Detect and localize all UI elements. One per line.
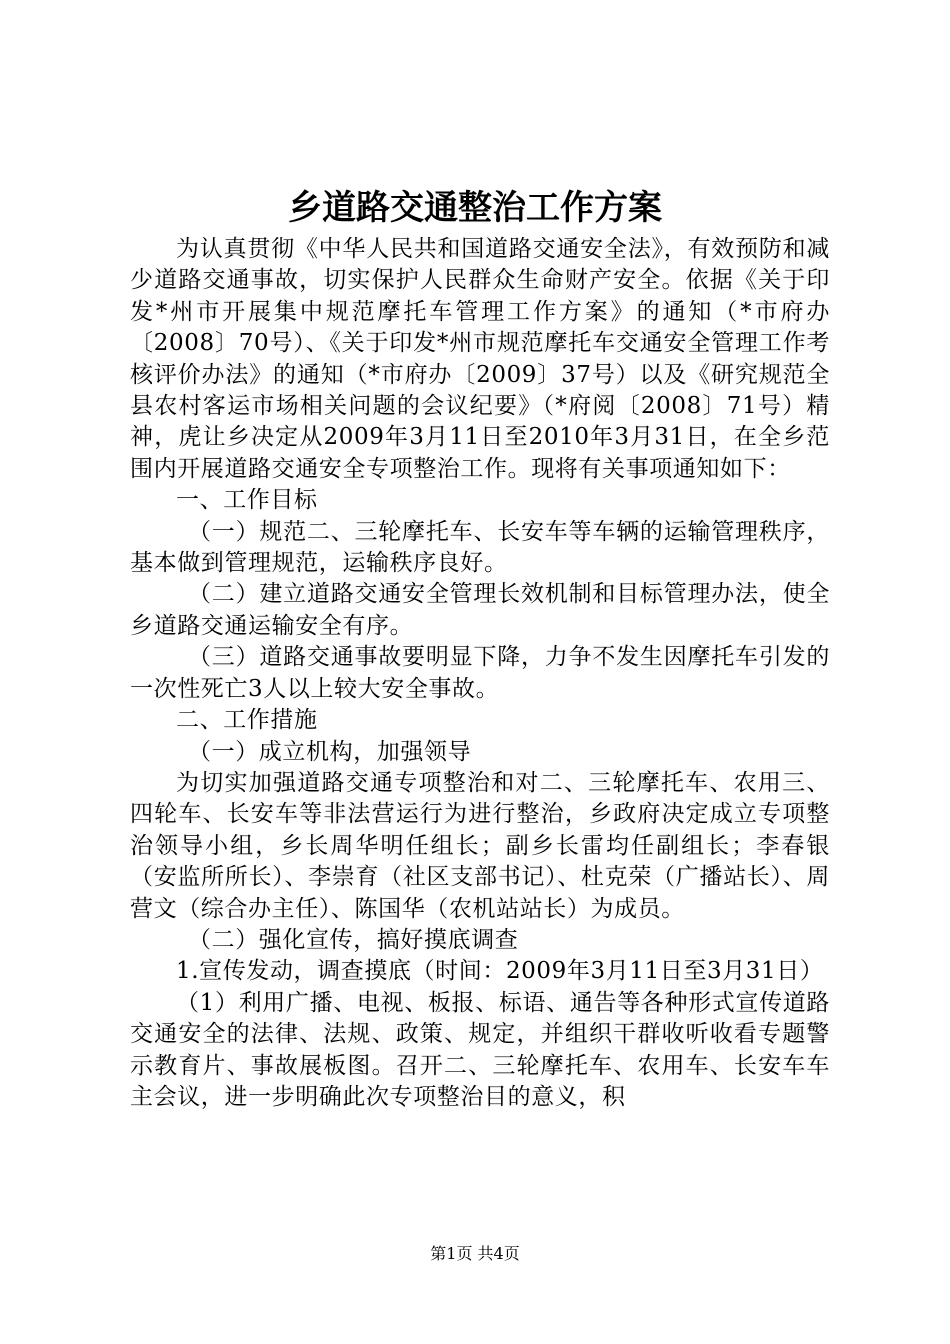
intro-paragraph: 为认真贯彻《中华人民共和国道路交通安全法》，有效预防和减少道路交通事故，切实保护人民群众生命财产安全。依据《关于印发*州市开展集中规范摩托车管理工作方案》的通知（*市府办〔2008〕70号）、《关于印发*州市规范摩托车交通安全管理工作考核评价办法》的通知（*市府办〔2009〕37号）以及《研究规范全县农村客运市场相关问题的会议纪要》（*府阅〔2008〕71号）精神，虎让乡决定从2009年3月11日至2010年3月31日，在全乡范围内开展道路交通安全专项整治工作。现将有关事项通知如下： (130, 236, 830, 482)
page-footer: 第1页 共4页 (430, 1244, 520, 1263)
subitem-heading-1: 1.宣传发动，调查摸底（时间：2009年3月11日至3月31日） (176, 958, 824, 985)
goal-item-2: （二）建立道路交通安全管理长效机制和目标管理办法，使全乡道路交通运输安全有序。 (130, 581, 830, 639)
subitem-paragraph-1: （1）利用广播、电视、板报、标语、通告等各种形式宣传道路交通安全的法律、法规、政策、规定，并组织干群收听收看专题警示教育片、事故展板图。召开二、三轮摩托车、农用车、长安车车主会议，进一步明确此次专项整治目的意义，积 (130, 989, 830, 1110)
measure-paragraph-1: 为切实加强道路交通专项整治和对二、三轮摩托车、农用三、四轮车、长安车等非法营运行为进行整治，乡政府决定成立专项整治领导小组，乡长周华明任组长；副乡长雷均任副组长；李春银（安监所所长）、李崇育（社区支部书记）、杜克荣（广播站长）、周营文（综合办主任）、陈国华（农机站站长）为成员。 (130, 769, 830, 922)
goal-item-1: （一）规范二、三轮摩托车、长安车等车辆的运输管理秩序，基本做到管理规范，运输秩序良好。 (130, 518, 830, 577)
document-title: 乡道路交通整治工作方案 (288, 188, 662, 228)
goal-item-3: （三）道路交通事故要明显下降，力争不发生因摩托车引发的一次性死亡3人以上较大安全事故。 (130, 644, 830, 702)
measure-heading-2: （二）强化宣传，搞好摸底调查 (188, 926, 519, 953)
measure-heading-1: （一）成立机构，加强领导 (188, 738, 472, 765)
section-heading-measures: 二、工作措施 (176, 707, 318, 734)
section-heading-goals: 一、工作目标 (176, 487, 318, 514)
document-body (130, 234, 830, 1113)
